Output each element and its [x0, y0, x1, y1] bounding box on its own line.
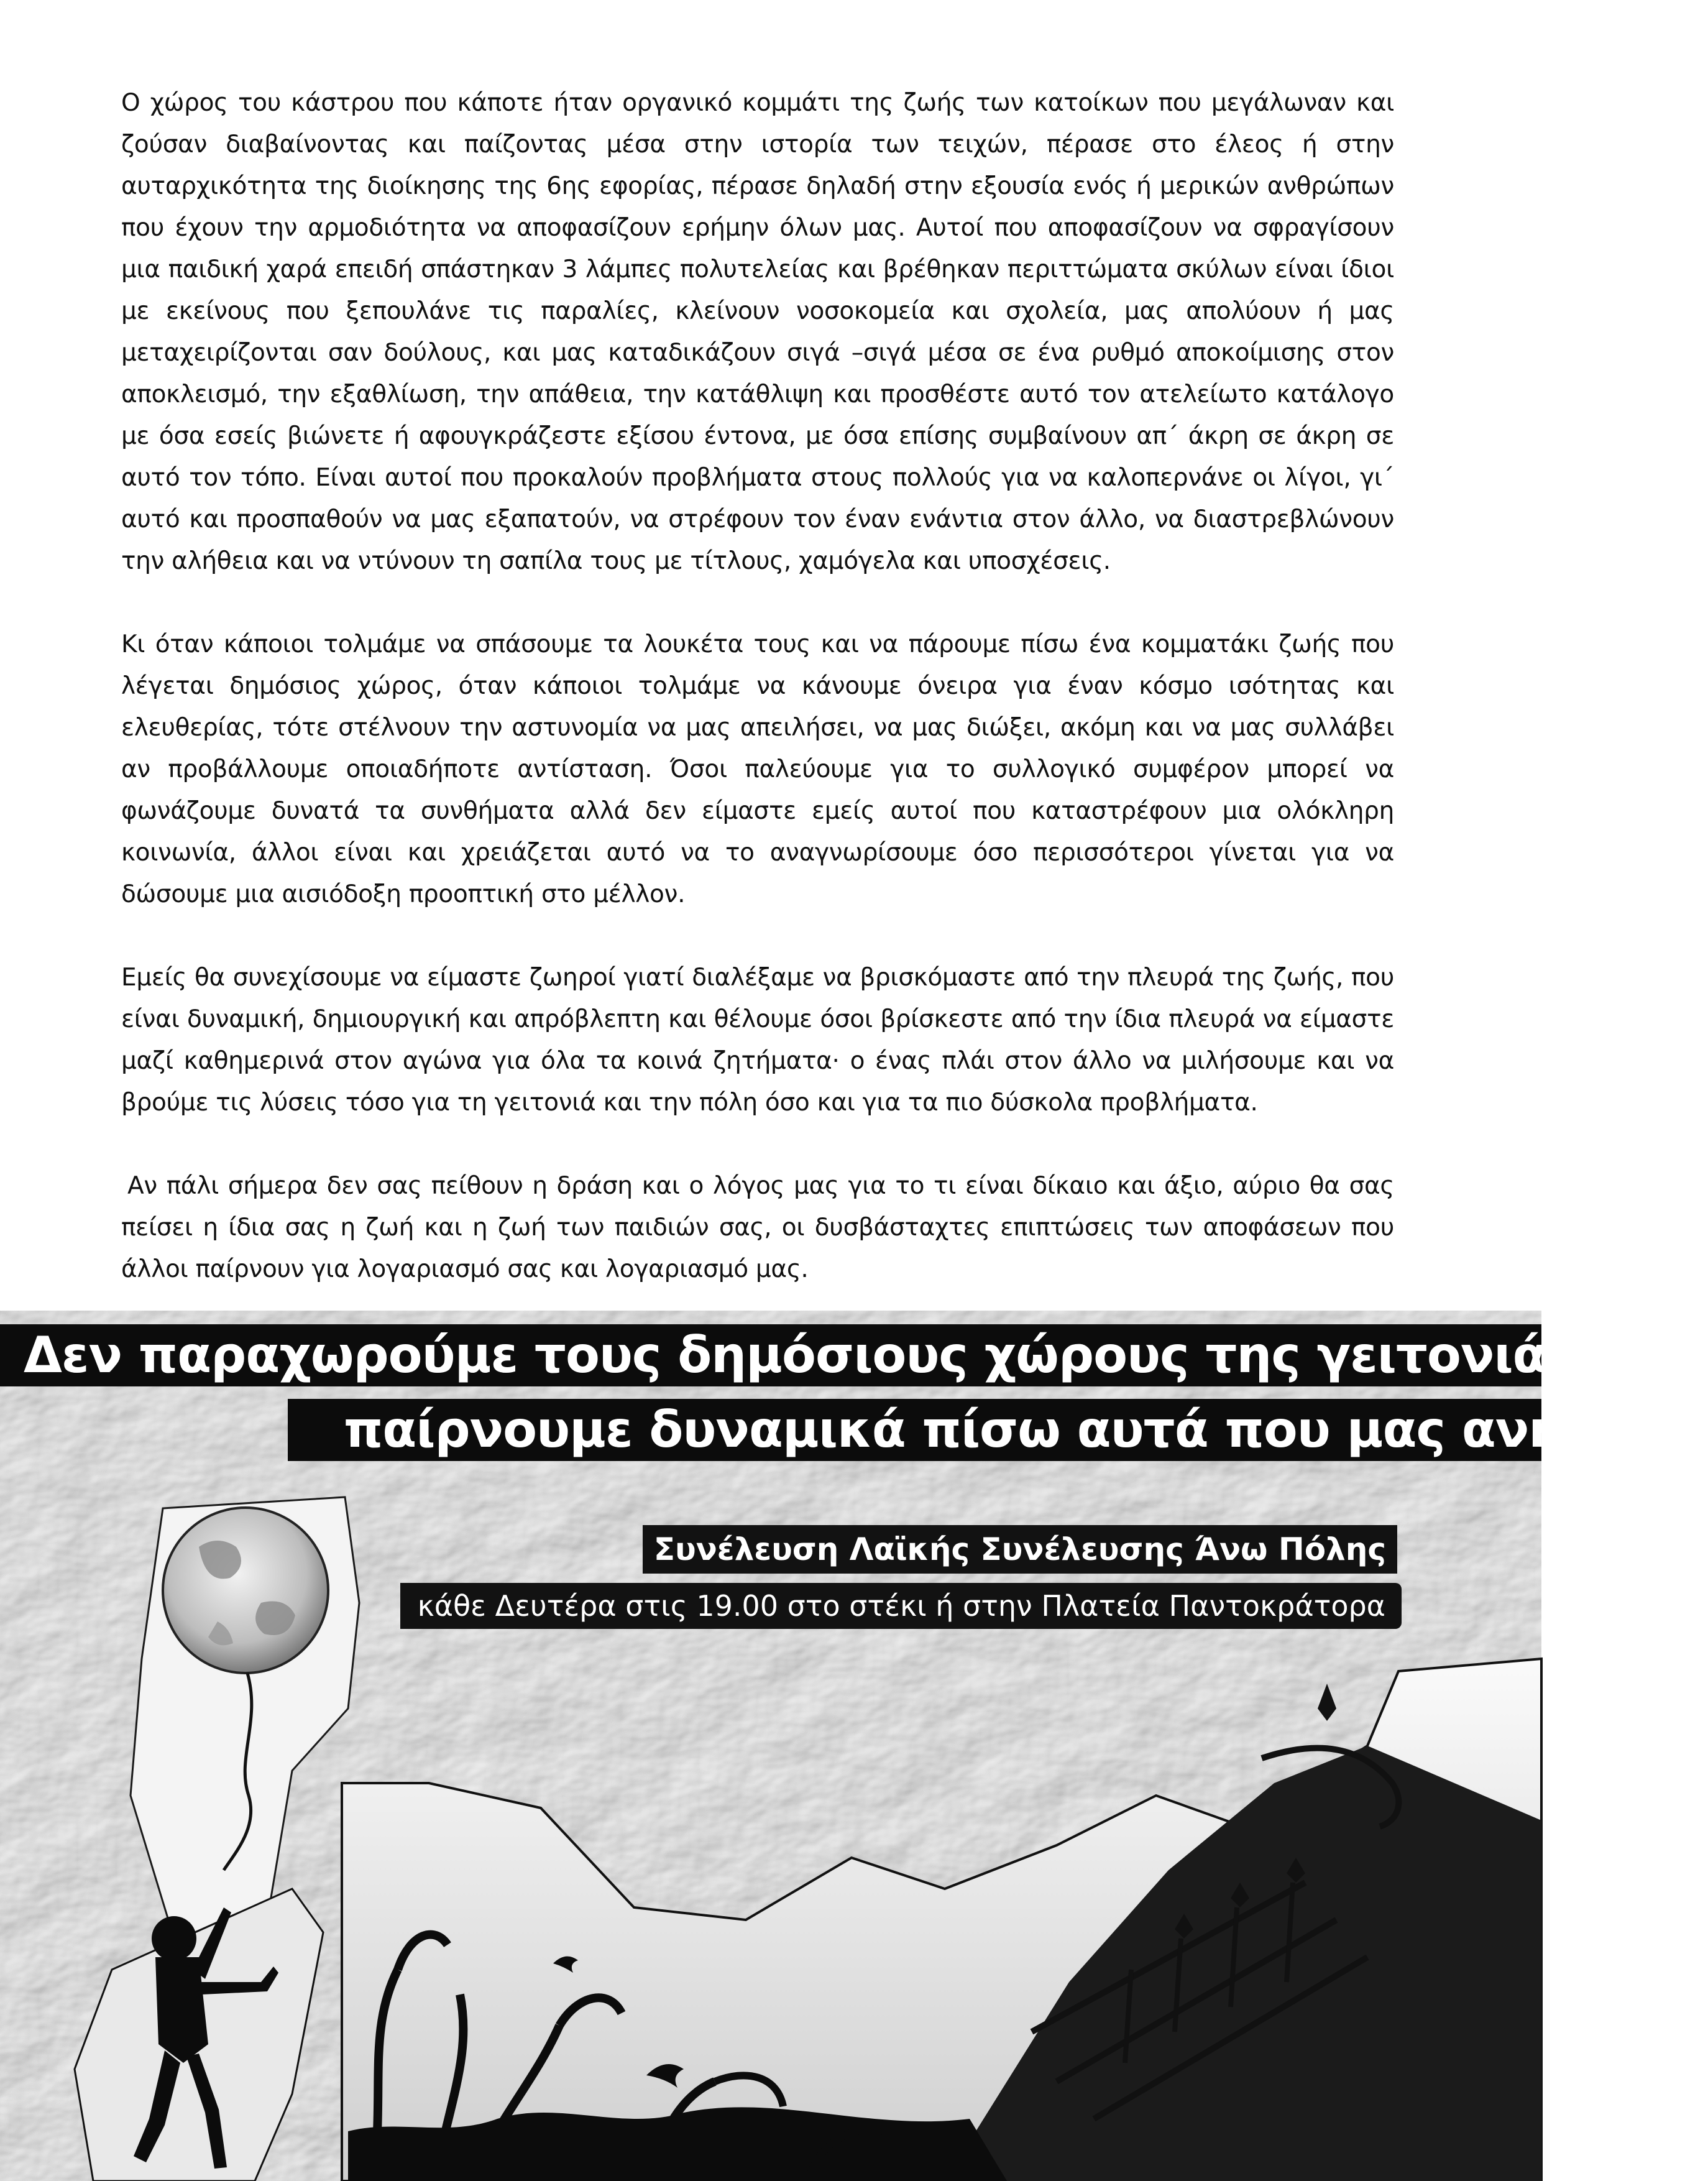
meeting-schedule: κάθε Δευτέρα στις 19.00 στο στέκι ή στην Πλατεία Παντοκράτορα	[400, 1583, 1402, 1629]
paragraph-4: Αν πάλι σήμερα δεν σας πείθουν η δράση και ο λόγος μας για το τι είναι δίκαιο και άξιο, αύριο θα σας πείσει η ίδια σας η ζωή και η ζωή των παιδιών σας, οι δυσβάσταχτες επιπτώσεις των αποφάσεων που άλλοι παίρνουν για λογαριασμό σας και λογαριασμό μας.	[121, 1172, 1394, 1283]
article-body	[121, 82, 1394, 1332]
paragraph-1: Ο χώρος του κάστρου που κάποτε ήταν οργανικό κομμάτι της ζωής των κατοίκων που μεγάλωναν και ζούσαν διαβαίνοντας και παίζοντας μέσα στην ιστορία των τειχών, πέρασε στο έλεος ή στην αυταρχικότητα της διοίκησης της 6ης εφορίας, πέρασε δηλαδή στην εξουσία ενός ή μερικών ανθρώπων που έχουν την αρμοδιότητα να αποφασίζουν ερήμην όλων μας. Αυτοί που αποφασίζουν να σφραγίσουν μια παιδική χαρά επειδή σπάστηκαν 3 λάμπες πολυτελείας και βρέθηκαν περιττώματα σκύλων είναι ίδιοι με εκείνους που ξεπουλάνε τις παραλίες, κλείνουν νοσοκομεία και σχολεία, μας απολύουν ή μας μεταχειρίζονται σαν δούλους, και μας καταδικάζουν σιγά –σιγά μέσα σε ένα ρυθμό αποκοίμισης στον αποκλεισμό, την εξαθλίωση, την απάθεια, την κατάθλιψη και προσθέστε αυτό τον ατελείωτο κατάλογο με όσα εσείς βιώνετε ή αφουγκράζεστε εξίσου έντονα, με όσα επίσης συμβαίνουν απ΄ άκρη σε άκρη σε αυτό τον τόπο. Είναι αυτοί που προκαλούν προβλήματα στους πολλούς για να καλοπερνάνε οι λίγοι, γι΄ αυτό και προσπαθούν να μας εξαπατούν, να στρέφουν τον έναν ενάντια στον άλλο, να διαστρεβλώνουν την αλήθεια και να ντύνουν τη σαπίλα τους με τίτλους, χαμόγελα και υποσχέσεις.	[121, 89, 1394, 575]
paragraph-3: Εμείς θα συνεχίσουμε να είμαστε ζωηροί γιατί διαλέξαμε να βρισκόμαστε από την πλευρά της ζωής, που είναι δυναμική, δημιουργική και απρόβλεπτη και θέλουμε όσοι βρίσκεστε από την ίδια πλευρά να είμαστε μαζί καθημερινά στον αγώνα για όλα τα κοινά ζητήματα· ο ένας πλάι στον άλλο να μιλήσουμε και να βρούμε τις λύσεις τόσο για τη γειτονιά και την πόλη όσο και για τα πιο δύσκολα προβλήματα.	[121, 964, 1394, 1117]
headline-line-2: παίρνουμε δυναμικά πίσω αυτά που μας ανήκουν	[288, 1399, 1541, 1461]
paragraph-2: Κι όταν κάποιοι τολμάμε να σπάσουμε τα λουκέτα τους και να πάρουμε πίσω ένα κομματάκι ζωής που λέγεται δημόσιος χώρος, όταν κάποιοι τολμάμε να κάνουμε όνειρα για έναν κόσμο ισότητας και ελευθερίας, τότε στέλνουν την αστυνομία να μας απειλήσει, να μας διώξει, ακόμη και να μας συλλάβει αν προβάλλουμε οποιαδήποτε αντίσταση. Όσοι παλεύουμε για το συλλογικό συμφέρον μπορεί να φωνάζουμε δυνατά τα συνθήματα αλλά δεν είμαστε εμείς αυτοί που καταστρέφουν μια ολόκληρη κοινωνία, άλλοι είναι και χρειάζεται αυτό να το αναγνωρίσουμε όσο περισσότεροι γίνεται για να δώσουμε μια αισιόδοξη προοπτική στο μέλλον.	[121, 630, 1394, 908]
headline-line-1: Δεν παραχωρούμε τους δημόσιους χώρους της γειτονιάς μας,	[0, 1324, 1541, 1386]
assembly-name: Συνέλευση Λαϊκής Συνέλευσης Άνω Πόλης	[643, 1525, 1397, 1574]
poster-banner	[0, 1311, 1708, 2181]
